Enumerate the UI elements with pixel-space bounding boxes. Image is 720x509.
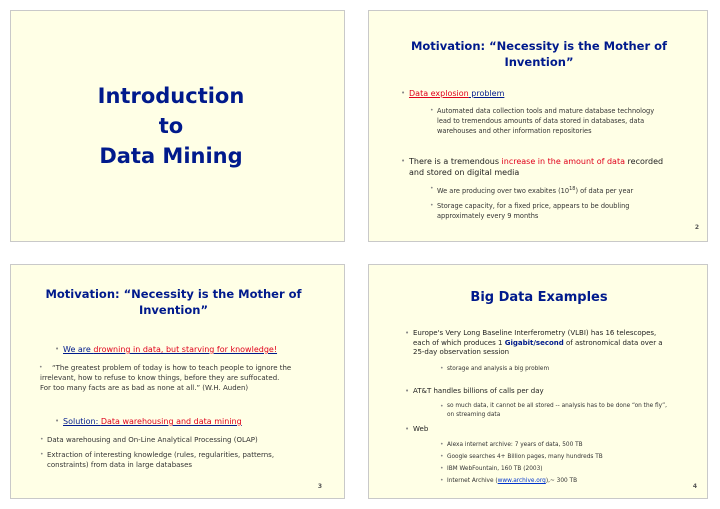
text: AT&T handles billions of calls per day: [413, 387, 544, 395]
bullet-data-explosion: [409, 88, 504, 99]
text: We are: [63, 345, 94, 354]
sub-bullet-auden-quote: [40, 363, 292, 393]
title-line-2: Invention”: [504, 55, 574, 69]
line: • so much data, it cannot be all stored -- analysis has to be done “on the fly”,: [447, 403, 667, 409]
line: irrelevant, how to refuse to know things, before they are suffocated.: [40, 374, 280, 382]
sub-bullet-olap: [47, 435, 258, 445]
sub-bullet-exabites: [437, 184, 633, 196]
line: on streaming data: [447, 412, 501, 418]
text: recorded: [625, 157, 664, 166]
bullet-increase: [409, 156, 663, 178]
title-line-1: Introduction: [97, 84, 245, 108]
text: We are producing over two exabites (10: [437, 187, 570, 196]
line: approximately every 9 months: [437, 212, 539, 220]
page-number: 2: [694, 224, 699, 231]
title-line-1: Motivation: “Necessity is the Mother of: [45, 287, 302, 301]
bullet-solution: [63, 416, 242, 427]
bullet-att: [413, 386, 544, 397]
line: [413, 339, 663, 349]
slide-3-title: [16, 286, 331, 318]
text: Solution:: [63, 417, 101, 426]
slide-4: [368, 264, 708, 499]
line: lead to tremendous amounts of data stored in databases, data: [437, 117, 645, 125]
text: Alexa internet archive: 7 years of data, 500 TB: [447, 442, 583, 448]
line: • Extraction of interesting knowledge (rules, regularities, patterns,: [47, 451, 275, 459]
sub-bullet-google: [447, 452, 603, 462]
text: There is a tremendous: [409, 157, 502, 166]
sub-bullet-storage: [437, 201, 629, 221]
bullet-web: [413, 424, 428, 435]
title-line-3: Data Mining: [99, 144, 243, 168]
bullet-vlbi: [413, 329, 663, 358]
bullet-drowning: [63, 344, 277, 355]
line: 25-day observation session: [413, 348, 510, 356]
text: of astronomical data over a: [563, 338, 663, 347]
text: Web: [413, 425, 429, 433]
slide-2-title: [379, 38, 699, 70]
slide-2: [368, 10, 708, 242]
superscript: 18: [569, 186, 576, 192]
slide-4-title: Big Data Examples: [470, 290, 608, 305]
text: ) of data per year: [575, 187, 634, 196]
bullet-text: problem: [468, 89, 505, 98]
bullet-line-2: and stored on digital media: [409, 168, 520, 177]
archive-link[interactable]: www.archive.org: [497, 478, 546, 484]
line: • Europe's Very Long Baseline Interferometry (VLBI) has 16 telescopes,: [413, 329, 657, 337]
text: each of which produces 1: [413, 338, 505, 347]
title-line-2: Invention”: [138, 303, 209, 317]
highlight: increase in the amount of data: [501, 157, 625, 166]
title-line-2: to: [158, 114, 184, 138]
page-number: 3: [317, 483, 322, 490]
text: Google searches 4+ Billion pages, many hundreds TB: [447, 454, 603, 460]
sub-bullet-streaming: [447, 402, 667, 420]
line: warehouses and other information repositories: [437, 127, 592, 135]
title-line-1: Motivation: “Necessity is the Mother of: [410, 39, 668, 53]
slide-1: [10, 10, 345, 242]
sub-bullet-extraction: [47, 450, 274, 470]
sub-bullet-storage-analysis: [447, 364, 549, 374]
sub-bullet-alexa: [447, 440, 583, 450]
text: Internet Archive (: [447, 478, 498, 484]
data-explosion-link[interactable]: Data explosion: [409, 89, 469, 98]
sub-bullet-internet-archive: [447, 476, 577, 486]
highlight: drowning in data, but starving for knowledge!: [93, 345, 278, 354]
sub-bullet-ibm: [447, 464, 543, 474]
page-number: 4: [692, 483, 697, 490]
line: • Automated data collection tools and mature database technology: [437, 107, 655, 115]
text: IBM WebFountain, 160 TB (2003): [447, 466, 543, 472]
line: • “The greatest problem of today is how to teach people to ignore the: [52, 364, 292, 372]
text: Data warehousing and On-Line Analytical Processing (OLAP): [47, 436, 258, 444]
line: constraints) from data in large databases: [47, 461, 193, 469]
highlight: Gigabit/second: [504, 338, 564, 347]
bullet-line-1: [409, 156, 663, 167]
slide-1-title: [51, 81, 291, 171]
highlight: Data warehousing and data mining: [100, 417, 242, 426]
line: • Storage capacity, for a fixed price, appears to be doubling: [437, 202, 630, 210]
sub-bullet-automated: [437, 106, 654, 136]
text: storage and analysis a big problem: [447, 366, 550, 372]
slide-3: [10, 264, 345, 499]
line: For too many facts are as bad as none at all.” (W.H. Auden): [40, 384, 249, 392]
text: ),~ 300 TB: [545, 478, 578, 484]
